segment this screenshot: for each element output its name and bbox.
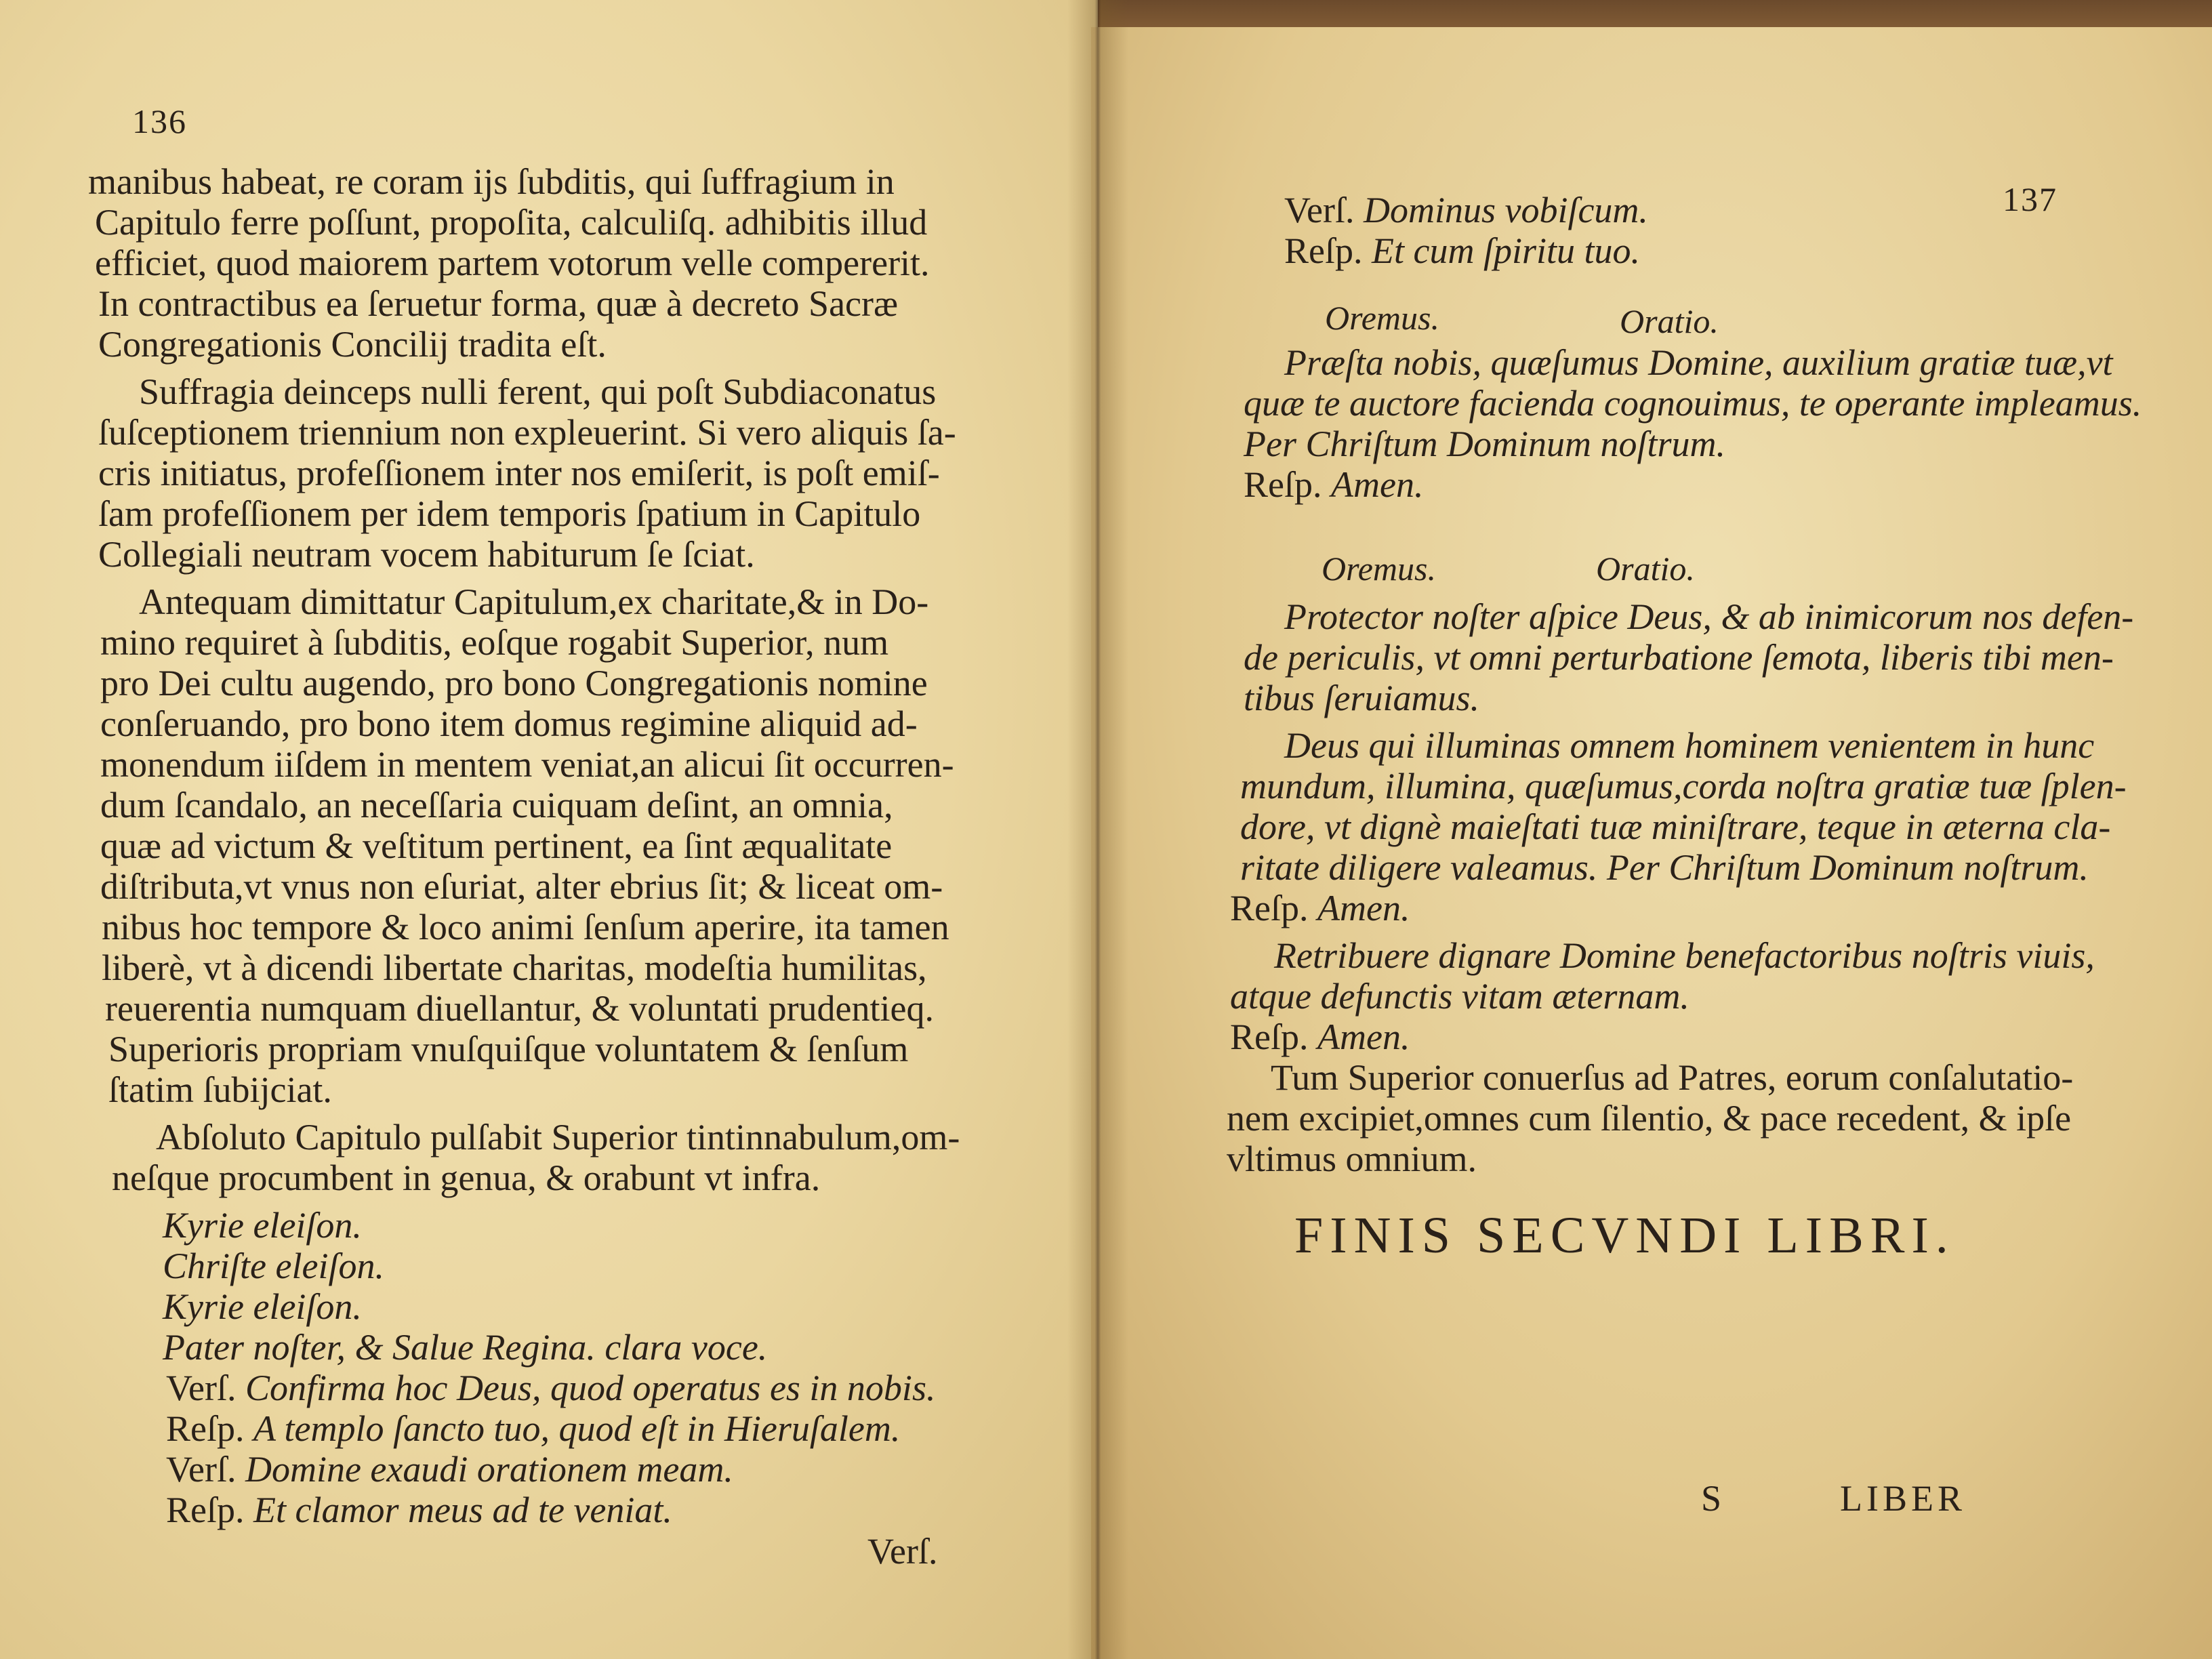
prayer-label: Verſ.: [166, 1368, 237, 1408]
response-text: Et cum ſpiritu tuo.: [1372, 230, 1640, 271]
text-line: Capitulo ferre poſſunt, propoſita, calculiſq. adhibitis illud: [95, 202, 928, 243]
catchword-left: Verſ.: [867, 1531, 938, 1572]
prayer-text: Kyrie eleiſon.: [163, 1205, 362, 1246]
prayer-line: Protector noſter aſpice Deus, & ab inimicorum nos defen-: [1284, 596, 2134, 637]
text-line: Tum Superior conuerſus ad Patres, eorum conſalutatio-: [1271, 1057, 2074, 1098]
versicle-text: Dominus vobiſcum.: [1363, 190, 1648, 230]
prayer-line: ritate diligere valeamus. Per Chriſtum Dominum noſtrum.: [1240, 847, 2089, 888]
text-line: efficiet, quod maiorem partem votorum velle compererit.: [95, 243, 930, 283]
text-line: ſtatim ſubijciat.: [108, 1069, 332, 1110]
text-line: In contractibus ea ſeruetur forma, quæ à decreto Sacræ: [98, 283, 899, 324]
response-label: Reſp.: [1230, 888, 1309, 928]
text-line: Collegiali neutram vocem habiturum ſe ſciat.: [98, 534, 755, 575]
prayer-line: atque defunctis vitam æternam.: [1230, 976, 1689, 1017]
text-line: Congregationis Concilij tradita eſt.: [98, 324, 607, 365]
prayer-line: [163, 1327, 767, 1368]
versicle-label: Verſ.: [1284, 190, 1355, 230]
text-line: Antequam dimittatur Capitulum,ex charitate,& in Do-: [139, 581, 929, 622]
text-line: liberè, vt à dicendi libertate charitas, modeſtia humilitas,: [102, 947, 927, 988]
response-text: Amen.: [1331, 464, 1424, 505]
response-text: Amen.: [1317, 888, 1410, 928]
rubric-oremus: Oremus.: [1322, 550, 1436, 588]
prayer-line: [163, 1246, 384, 1286]
text-line: neſque procumbent in genua, & orabunt vt infra.: [112, 1158, 821, 1198]
response-line: [1244, 464, 1423, 505]
prayer-text: Domine exaudi orationem meam.: [245, 1449, 733, 1490]
prayer-line: de periculis, vt omni perturbatione ſemota, liberis tibi men-: [1244, 637, 2114, 678]
text-line: conſeruando, pro bono item domus regimine aliquid ad-: [100, 703, 918, 744]
text-line: quæ ad victum & veſtitum pertinent, ea ſint æqualitate: [100, 825, 893, 866]
text-line: ſuſceptionem triennium non expleuerint. Si vero aliquis ſa-: [98, 412, 956, 453]
text-line: Suffragia deinceps nulli ferent, qui poſt Subdiaconatus: [139, 371, 937, 412]
prayer-label: Reſp.: [166, 1490, 245, 1530]
left-page: [0, 0, 1098, 1659]
signature-mark: S: [1701, 1478, 1722, 1519]
text-line: monendum iiſdem in mentem veniat,an alicui ſit occurren-: [100, 744, 954, 785]
catchword-right: LIBER: [1840, 1478, 1966, 1519]
prayer-line: dore, vt dignè maieſtati tuæ miniſtrare, teque in æterna cla-: [1240, 806, 2111, 847]
page-number-right: 137: [2003, 180, 2057, 218]
prayer-text: Confirma hoc Deus, quod operatus es in nobis.: [245, 1368, 936, 1408]
response-line: [1230, 1017, 1410, 1057]
prayer-label: Verſ.: [166, 1449, 237, 1490]
text-line: manibus habeat, re coram ijs ſubditis, qui ſuffragium in: [88, 161, 895, 202]
prayer-line: Deus qui illuminas omnem hominem venientem in hunc: [1284, 725, 2095, 766]
prayer-line: quæ te auctore facienda cognouimus, te operante impleamus.: [1244, 383, 2142, 424]
response-line: [1284, 230, 1640, 271]
text-line: diſtributa,vt vnus non eſuriat, alter ebrius ſit; & liceat om-: [100, 866, 943, 907]
text-line: ſam profeſſionem per idem temporis ſpatium in Capitulo: [98, 493, 921, 534]
text-line: nibus hoc tempore & loco animi ſenſum aperire, ita tamen: [102, 907, 949, 947]
prayer-line: Retribuere dignare Domine benefactoribus noſtris viuis,: [1274, 935, 2095, 976]
rubric-oremus: Oremus.: [1325, 299, 1439, 337]
text-line: pro Dei cultu augendo, pro bono Congregationis nomine: [100, 663, 928, 703]
prayer-line: [163, 1205, 362, 1246]
response-label: Reſp.: [1244, 464, 1322, 505]
response-text: Amen.: [1317, 1017, 1410, 1057]
prayer-line: Per Chriſtum Dominum noſtrum.: [1244, 424, 1726, 464]
right-page: [1091, 27, 2212, 1659]
prayer-line: [166, 1449, 733, 1490]
prayer-text: A templo ſancto tuo, quod eſt in Hieruſalem.: [253, 1408, 901, 1449]
finis-heading: FINIS SECVNDI LIBRI.: [1294, 1207, 1955, 1264]
page-number-left: 136: [132, 102, 187, 140]
rubric-oratio: Oratio.: [1596, 550, 1695, 588]
text-line: Abſoluto Capitulo pulſabit Superior tintinnabulum,om-: [156, 1117, 960, 1158]
prayer-label: Reſp.: [166, 1408, 245, 1449]
prayer-line: [166, 1490, 672, 1530]
prayer-line: mundum, illumina, quæſumus,corda noſtra gratiæ tuæ ſplen-: [1240, 766, 2127, 806]
prayer-text: Kyrie eleiſon.: [163, 1286, 362, 1327]
prayer-line: [166, 1408, 900, 1449]
prayer-line: Præſta nobis, quæſumus Domine, auxilium gratiæ tuæ,vt: [1284, 342, 2113, 383]
response-label: Reſp.: [1284, 230, 1363, 271]
rubric-oratio: Oratio.: [1620, 302, 1719, 340]
text-line: reuerentia numquam diuellantur, & voluntati prudentieq.: [105, 988, 934, 1029]
prayer-line: tibus ſeruiamus.: [1244, 678, 1480, 718]
prayer-text: Pater noſter, & Salue Regina. clara voce.: [163, 1327, 768, 1368]
text-line: Superioris propriam vnuſquiſque voluntatem & ſenſum: [108, 1029, 909, 1069]
text-line: cris initiatus, profeſſionem inter nos emiſerit, is poſt emiſ-: [98, 453, 940, 493]
prayer-line: [166, 1368, 935, 1408]
prayer-text: Et clamor meus ad te veniat.: [253, 1490, 672, 1530]
versicle-line: [1284, 190, 1648, 230]
response-line: [1230, 888, 1410, 928]
text-line: dum ſcandalo, an neceſſaria cuiquam deſint, an omnia,: [100, 785, 893, 825]
text-line: vltimus omnium.: [1227, 1139, 1477, 1179]
response-label: Reſp.: [1230, 1017, 1309, 1057]
book-gutter: [1067, 0, 1128, 1659]
text-line: nem excipiet,omnes cum ſilentio, & pace recedent, & ipſe: [1227, 1098, 2072, 1139]
prayer-text: Chriſte eleiſon.: [163, 1246, 384, 1286]
prayer-line: [163, 1286, 362, 1327]
text-line: mino requiret à ſubditis, eoſque rogabit Superior, num: [100, 622, 889, 663]
